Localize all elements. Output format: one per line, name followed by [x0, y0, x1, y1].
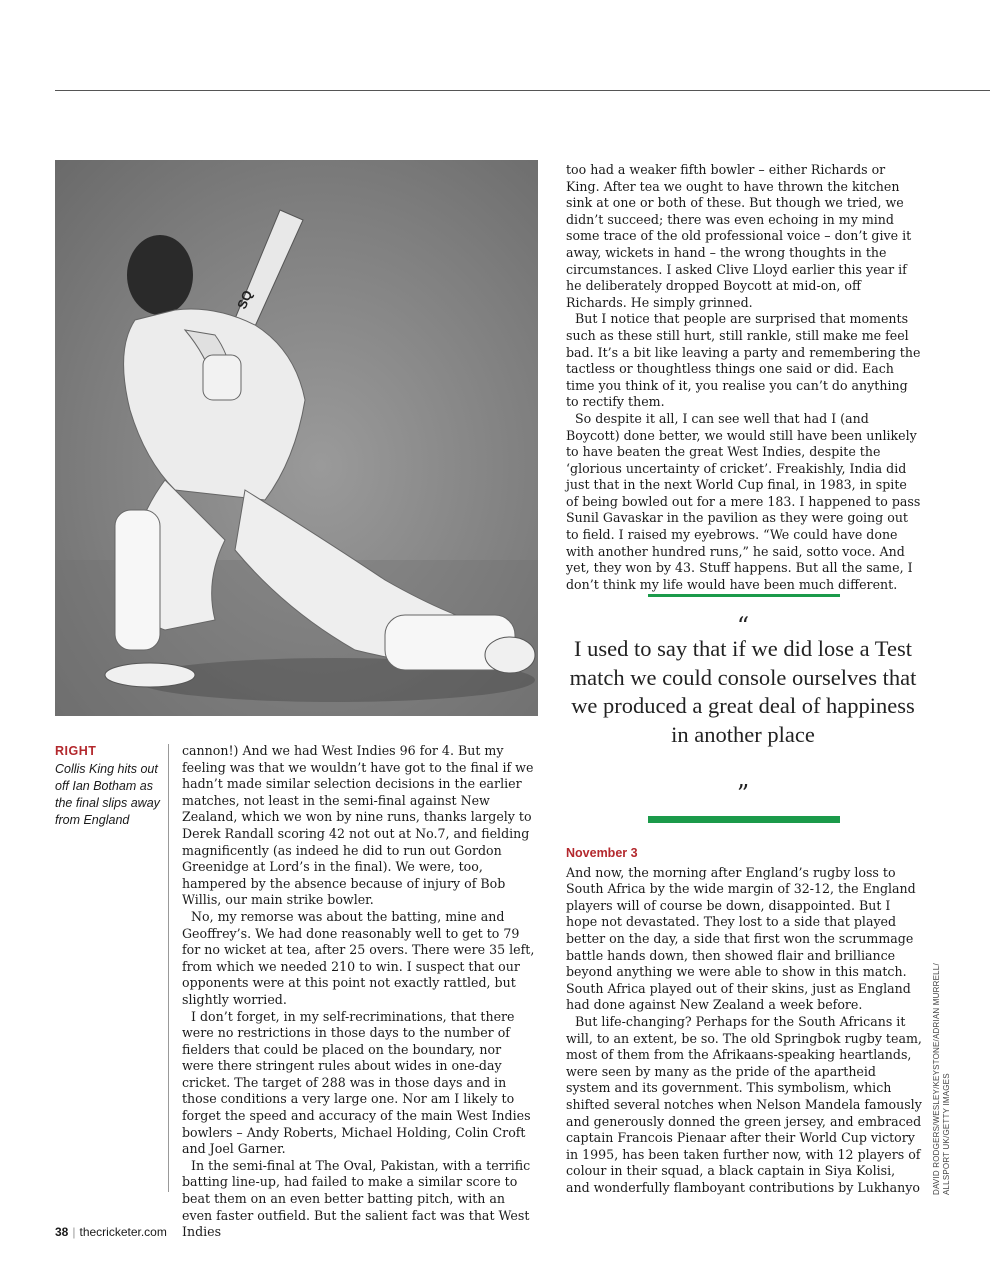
paragraph: cannon!) And we had West Indies 96 for 4. But my feeling was that we wouldn’t have got to the final if we hadn’t made similar selection decisions in the earlier matches, not least in the semi-final against New Zealand, which we won by nine runs, thanks largely to Derek Randall scoring 42 not out at No.7, and fielding magnificently (as indeed he did to run out Gordon Greenidge at Lord’s in the final). We were, too, hampered by the absence because of injury of Bob Willis, our main strike bowler. [182, 743, 534, 908]
page-number: 38 [55, 1225, 69, 1239]
paragraph: In the semi-final at The Oval, Pakistan, with a terrific batting line-up, had failed to make a similar score to beat them on an even better batting pitch, with an even faster outfield. But the salient fact was that West Indies [182, 1157, 531, 1240]
paragraph: But I notice that people are surprised that moments such as these still hurt, still rankle, still make me feel bad. It’s a bit like leaving a party and remembering the tactless or thoughtless things one said or did. Each time you think of it, you realise you can’t do anything to rectify them. [566, 311, 921, 410]
right-column-top [566, 162, 922, 593]
cricketer-photo-icon [55, 160, 538, 716]
top-rule [55, 90, 990, 91]
column-divider [168, 744, 169, 1192]
caption-label: RIGHT [55, 744, 97, 758]
open-quote-mark: “ [736, 612, 750, 640]
footer-separator: | [72, 1225, 76, 1239]
paragraph: too had a weaker fifth bowler – either Richards or King. After tea we ought to have thrown the kitchen sink at one or both of these. But though we tried, we didn’t succeed; there was even echoing in my mind some trace of the old professional voice – don’t give it away, wickets in hand – the wrong thoughts in the circumstances. I asked Clive Lloyd earlier this year if he deliberately dropped Boycott at mid-on, off Richards. He simply grinned. [566, 162, 912, 310]
right-column-bottom [566, 845, 922, 1196]
photo-credit [932, 963, 952, 1195]
pullquote-bottom-bar [648, 816, 840, 823]
photo-caption [55, 744, 165, 829]
left-column [182, 743, 536, 1241]
cricketer-photo [55, 160, 538, 716]
close-quote-mark: ” [736, 780, 750, 808]
paragraph: But life-changing? Perhaps for the South Africans it will, to an extent, be so. The old Springbok rugby team, most of them from the Afrikaans-speaking heartlands, were seen by many as the pride of the apartheid system and its government. This symbolism, which shifted several notches when Nelson Mandela famously and generously donned the green jersey, and embraced captain Francois Pienaar after their World Cup victory in 1995, has been taken further now, with 12 players of colour in their squad, a black captain in Siya Kolisi, and wonderfully flamboyant contributions by Lukhanyo [566, 1013, 922, 1195]
credit-line: DAVID RODGERS/WESLEY/KEYSTONE/ADRIAN MURRELL/ [932, 963, 941, 1195]
caption-text: Collis King hits out off Ian Botham as the final slips away from England [55, 762, 160, 827]
paragraph: So despite it all, I can see well that had I (and Boycott) done better, we would still have been unlikely to have beaten the great West Indies, despite the ‘glorious uncertainty of cricket’. Freakishly, India did just that in the next World Cup final, in 1983, in spite of being bowled out for a mere 183. I happened to pass Sunil Gavaskar in the pavilion as they were going out to field. I raised my eyebrows. “We could have done with another hundred runs,” he said, sotto voce. And yet, they won by 43. Stuff happens. But all the same, I don’t think my life would have been much different. [566, 410, 921, 592]
pullquote-text: I used to say that if we did lose a Test match we could console ourselves that we produced a great deal of happiness in another place [569, 636, 917, 747]
paragraph: And now, the morning after England’s rugby loss to South Africa by the wide margin of 32-12, the England players will of course be down, disappointed. But I hope not devastated. They lost to a side that played better on the day, a side that first won the scrummage battle hands down, then showed flair and brilliance beyond anything we were able to show in this match. South Africa played out of their skins, just as England had done against New Zealand a week before. [566, 864, 916, 1013]
credit-line: ALLSPORT UK/GETTY IMAGES [942, 1073, 951, 1195]
site-name: thecricketer.com [79, 1225, 167, 1239]
page-footer [55, 1225, 167, 1239]
bat-label: SQ [234, 287, 256, 312]
paragraph: No, my remorse was about the batting, mine and Geoffrey’s. We had done reasonably well to get to 79 for no wicket at tea, after 25 overs. There were 35 left, from which we needed 210 to win. I suspect that our opponents were at this point not exactly rattled, but slightly worried. [182, 908, 535, 1007]
paragraph: I don’t forget, in my self-recriminations, that there were no restrictions in those days to the number of fielders that could be placed on the boundary, nor were there stringent rules about wides in one-day cricket. The target of 288 was in those days and in those conditions a very large one. Nor am I likely to forget the speed and accuracy of the main West Indies bowlers – Andy Roberts, Michael Holding, Colin Croft and Joel Garner. [182, 1008, 531, 1157]
entry-date: November 3 [566, 846, 638, 860]
pullquote-top-bar [648, 594, 840, 597]
